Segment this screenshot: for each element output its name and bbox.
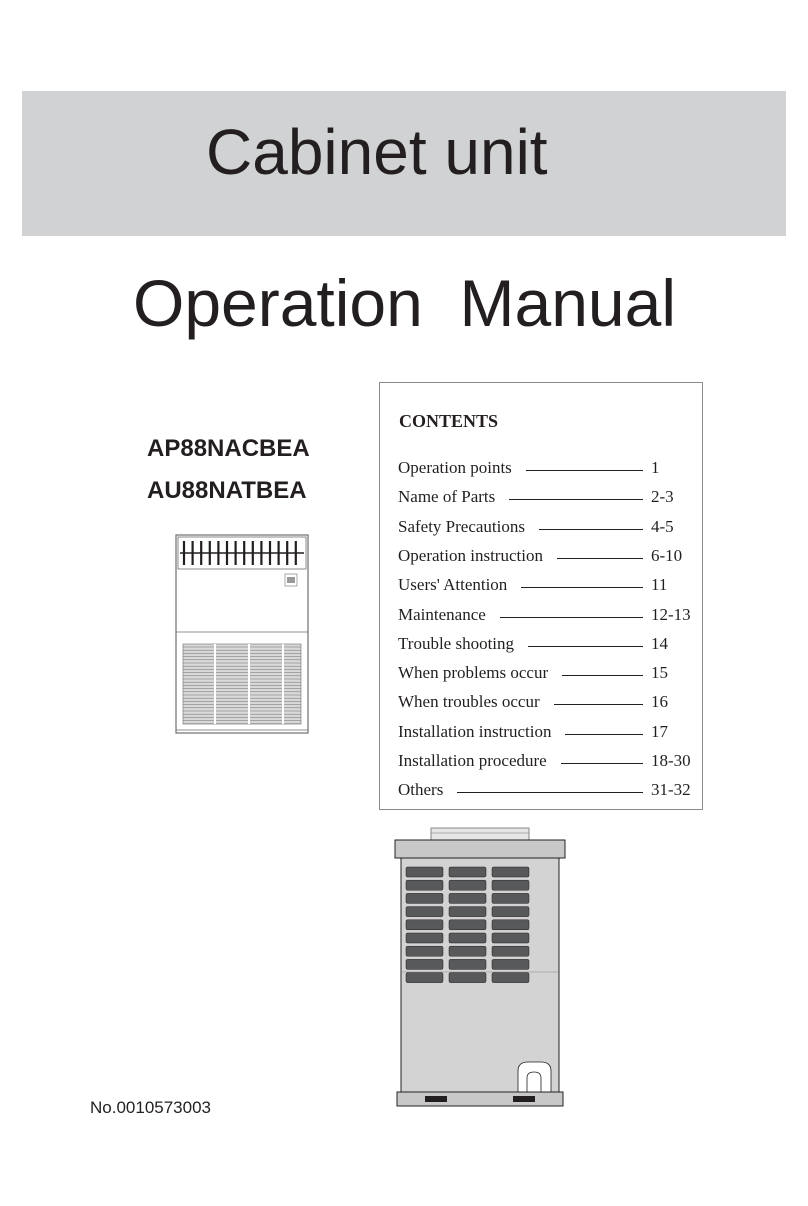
banner-title: Cabinet unit (206, 116, 548, 188)
contents-item (380, 575, 702, 599)
contents-item-page: 2-3 (651, 487, 674, 507)
contents-item-label: Others (398, 780, 444, 800)
contents-item-page: 18-30 (651, 751, 691, 770)
contents-item (380, 458, 702, 482)
contents-item-label: Users' Attention (398, 575, 508, 595)
contents-item (380, 517, 702, 541)
contents-item (380, 692, 702, 716)
indoor-unit-illustration (175, 534, 310, 736)
indoor-model-number: AP88NACBEA (147, 435, 310, 462)
contents-heading: CONTENTS (399, 411, 499, 431)
contents-item-page: 1 (651, 458, 660, 477)
contents-item-page: 14 (651, 633, 668, 653)
contents-item-page: 4-5 (651, 516, 674, 536)
contents-item (380, 751, 702, 775)
contents-item (380, 634, 702, 658)
contents-item-label: Operation instruction (398, 545, 543, 565)
contents-item (380, 780, 702, 804)
outdoor-model-number: AU88NATBEA (147, 477, 307, 504)
contents-item-label: Safety Precautions (398, 516, 525, 536)
document-number: No.0010573003 (90, 1098, 212, 1117)
contents-item-label: Operation points (398, 458, 512, 477)
contents-item-page: 16 (651, 692, 668, 712)
contents-item (380, 546, 702, 570)
contents-leader-line (500, 617, 643, 618)
contents-leader-line (521, 587, 643, 588)
contents-item (380, 722, 702, 746)
contents-item-page: 15 (651, 663, 668, 683)
contents-item-label: When problems occur (398, 663, 549, 683)
contents-leader-line (561, 763, 643, 764)
contents-item-label: Installation instruction (398, 721, 552, 741)
manual-title: Operation Manual (133, 266, 676, 340)
contents-leader-line (562, 675, 643, 676)
contents-item-label: Trouble shooting (398, 633, 515, 653)
contents-item (380, 605, 702, 629)
contents-item-label: When troubles occur (398, 692, 540, 712)
contents-item (380, 663, 702, 687)
contents-leader-line (457, 792, 643, 793)
contents-leader-line (554, 704, 643, 705)
contents-item-page: 17 (651, 721, 668, 741)
contents-leader-line (528, 646, 643, 647)
contents-item-label: Maintenance (398, 604, 486, 624)
contents-item-page: 31-32 (651, 780, 691, 800)
contents-item-label: Name of Parts (398, 487, 496, 507)
outdoor-unit-illustration (393, 826, 567, 1110)
contents-box (379, 382, 703, 810)
contents-item-page: 6-10 (651, 545, 683, 565)
contents-item (380, 487, 702, 511)
contents-leader-line (539, 529, 643, 530)
contents-leader-line (557, 558, 643, 559)
contents-item-page: 12-13 (651, 604, 691, 624)
contents-item-page: 11 (651, 575, 668, 595)
contents-leader-line (509, 499, 643, 500)
contents-leader-line (565, 734, 643, 735)
contents-item-label: Installation procedure (398, 751, 547, 770)
contents-leader-line (526, 470, 643, 471)
